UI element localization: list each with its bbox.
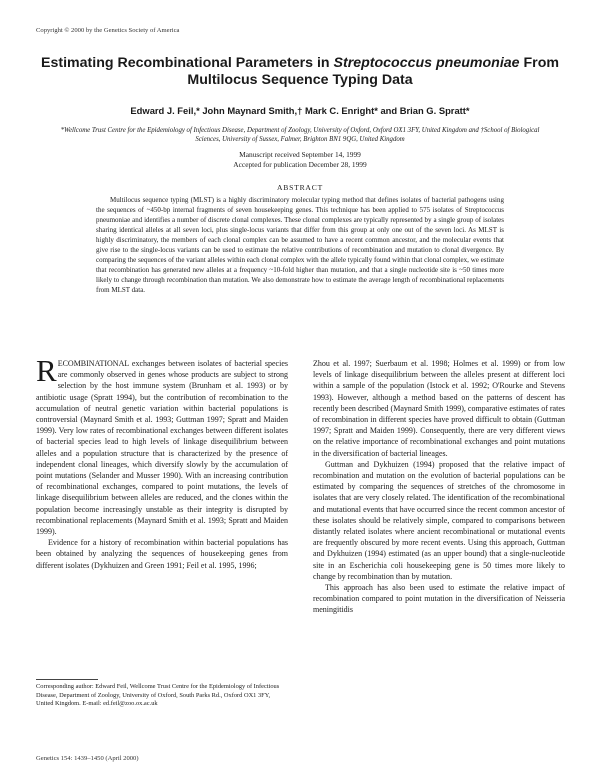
corresponding-author-note: Corresponding author: Edward Feil, Wellcome Trust Centre for the Epidemiology of Infectious Disease, Department of Zoology, University of Oxford, South Parks Rd., Oxford OX1 3FY, United Kingdom. E-mail: ed.feil@zoo.ox.ac.uk [36, 683, 280, 708]
body-column-right [313, 358, 565, 616]
drop-cap: R [36, 353, 57, 388]
intro-paragraph-1 [36, 353, 288, 537]
copyright-line: Copyright © 2000 by the Genetics Society of America [36, 27, 180, 34]
intro-paragraph-2: Evidence for a history of recombination within bacterial populations has been obtained by analyzing the sequences of housekeeping genes from different isolates (Dykhuizen and Green 1991; Feil et al. 1995, 1996; [36, 538, 288, 570]
intro-paragraph-3: Zhou et al. 1997; Suerbaum et al. 1998; Holmes et al. 1999) or from low levels of linkage disequilibrium between the alleles present at different loci within a sample of the population (Istock et al. 1992; O'Rourke and Stevens 1993). However, although a method based on the patterns of descent has recently been described (Maynard Smith 1999), comparative estimates of rates of recombination in different species have proved difficult to obtain (Guttman 1997; Spratt and Maiden 1999). Consequently, there are very different views on the relative importance of recombinational exchanges and point mutations in the diversification of bacterial lineages. [313, 359, 565, 458]
title-organism: Streptococcus pneumoniae [333, 55, 520, 71]
accepted-date: Accepted for publication December 28, 1999 [233, 159, 367, 169]
manuscript-received: Manuscript received September 14, 1999 [239, 150, 361, 159]
intro-paragraph-1-text: ECOMBINATIONAL exchanges between isolates of bacterial species are commonly observed in genes whose products are subject to strong selection by the host immune system (Brunham et al. 1993) or by antibiotic usage (Spratt 1994), but the contribution of recombination to the accumulation of neutral genetic variation within bacterial populations is controversial (Maynard Smith et al. 1993; Guttman 1997; Spratt and Maiden 1999). Very low rates of recombinational exchanges between different isolates of bacterial species lead to high levels of linkage disequilibrium between alleles and a population structure that is characterized by the presence of independent clonal lineages, which diversify slowly by the accumulation of point mutations (Selander and Musser 1990). With an increasing contribution of recombinational exchanges, compared to point mutations, the levels of linkage disequilibrium between alleles are reduced, and the clones within the population become increasingly unstable as their integrity is disrupted by recombinational replacements (Maynard Smith et al. 1993; Spratt and Maiden 1999). [36, 359, 288, 537]
author-list: Edward J. Feil,* John Maynard Smith,† Mark C. Enright* and Brian G. Spratt* [130, 105, 470, 116]
footnote-divider [36, 679, 98, 680]
title-part1: Estimating Recombinational Parameters in [41, 55, 334, 71]
body-column-left [36, 353, 288, 571]
intro-paragraph-4: Guttman and Dykhuizen (1994) proposed that the relative impact of recombination and mutation on the evolution of bacterial populations can be estimated by comparing the sequences of stretches of the chromosome in isolates that are very closely related. The identification of the recombinational and mutational events that have occurred since the recent common ancestor of these isolates should be relatively simple, compared to comparisons between distantly related isolates where ancient recombinational or mutational events are frequently obscured by more recent events. Using this approach, Guttman and Dykhuizen (1994) estimated (as an upper bound) that a single-nucleotide site in an Escherichia coli housekeeping gene is 50 times more likely to change by recombination than by mutation. [313, 459, 565, 581]
journal-citation-footer: Genetics 154: 1439–1450 (April 2000) [36, 755, 139, 762]
article-title [40, 55, 560, 89]
abstract-body: Multilocus sequence typing (MLST) is a highly discriminatory molecular typing method that defines isolates of bacterial pathogens using the sequences of ~450-bp internal fragments of seven housekeeping genes. This technique has been applied to 575 isolates of Streptococcus pneumoniae and identifies a number of discrete clonal complexes. These clonal complexes are typically represented by a single group of isolates sharing identical alleles at all seven loci, plus single-locus variants that differ from this group at only one out of the seven loci. As MLST is highly discriminatory, the members of each clonal complex can be assumed to have a recent common ancestor, and the molecular events that give rise to the single-locus variants can be used to estimate the relative contributions of recombination and mutation to clonal divergence. By comparing the sequences of the variant alleles within each clonal complex with the allele typically found within that clonal complex, we estimate that recombination has generated new alleles at a frequency ~10-fold higher than mutation, and that a single nucleotide site is ~50 times more likely to change through recombination than mutation. We also demonstrate how to estimate the average length of recombinational replacements from MLST data. [96, 196, 504, 295]
author-affiliations: *Wellcome Trust Centre for the Epidemiology of Infectious Disease, Department of Zoology, University of Oxford, Oxford OX1 3FY, United Kingdom and †School of Biological Sciences, University of Sussex, Falmer, Brighton BN1 9QG, United Kingdom [60, 127, 540, 144]
intro-paragraph-5: This approach has also been used to estimate the relative impact of recombination compared to point mutation in the diversification of Neisseria meningitidis [313, 583, 565, 615]
manuscript-dates [40, 150, 560, 169]
abstract-heading: ABSTRACT [276, 183, 324, 192]
title-part2: From Multilocus Sequence Typing Data [187, 55, 559, 88]
